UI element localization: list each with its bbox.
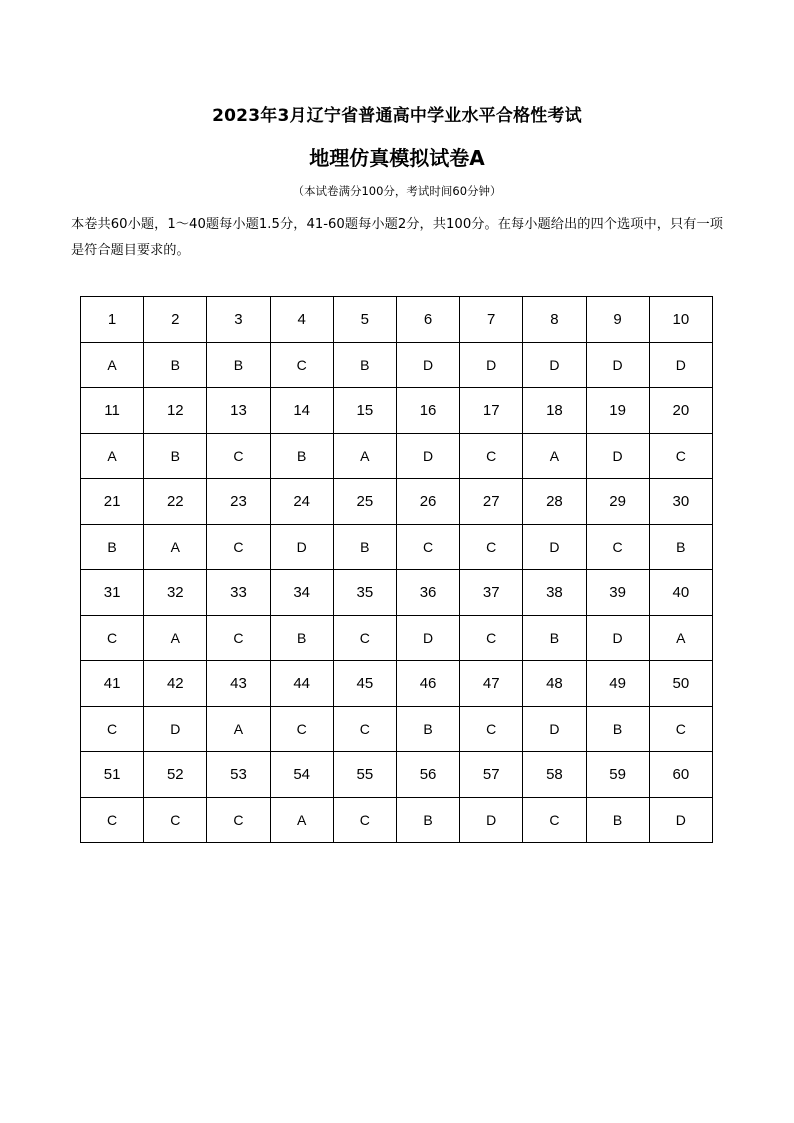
answer-cell: A — [523, 433, 586, 479]
question-number-cell: 14 — [270, 388, 333, 434]
answer-cell: A — [207, 706, 270, 752]
question-number-cell: 36 — [396, 570, 459, 616]
question-number-cell: 48 — [523, 661, 586, 707]
answer-cell: C — [649, 433, 712, 479]
question-number-cell: 24 — [270, 479, 333, 525]
question-number-row — [81, 752, 713, 798]
answer-cell: B — [333, 342, 396, 388]
answer-cell: C — [586, 524, 649, 570]
answer-row — [81, 615, 713, 661]
answer-cell: B — [586, 797, 649, 843]
question-number-cell: 30 — [649, 479, 712, 525]
answer-cell: B — [333, 524, 396, 570]
answer-cell: C — [649, 706, 712, 752]
question-number-cell: 2 — [144, 297, 207, 343]
answer-cell: D — [586, 342, 649, 388]
question-number-cell: 57 — [460, 752, 523, 798]
question-number-cell: 53 — [207, 752, 270, 798]
question-number-row — [81, 388, 713, 434]
answer-cell: D — [523, 706, 586, 752]
paper-subtitle: 地理仿真模拟试卷A — [309, 146, 485, 170]
question-number-cell: 55 — [333, 752, 396, 798]
answer-cell: A — [270, 797, 333, 843]
answer-cell: B — [270, 615, 333, 661]
answer-cell: C — [207, 524, 270, 570]
question-number-cell: 5 — [333, 297, 396, 343]
answer-cell: B — [649, 524, 712, 570]
question-number-cell: 49 — [586, 661, 649, 707]
question-number-cell: 47 — [460, 661, 523, 707]
answer-cell: C — [270, 706, 333, 752]
question-number-cell: 40 — [649, 570, 712, 616]
answer-cell: D — [396, 615, 459, 661]
question-number-cell: 60 — [649, 752, 712, 798]
question-number-cell: 16 — [396, 388, 459, 434]
question-number-cell: 1 — [81, 297, 144, 343]
question-number-cell: 4 — [270, 297, 333, 343]
question-number-cell: 21 — [81, 479, 144, 525]
answer-cell: A — [81, 342, 144, 388]
answer-table-body — [81, 297, 713, 843]
answer-cell: B — [270, 433, 333, 479]
answer-cell: D — [460, 797, 523, 843]
answer-cell: B — [396, 797, 459, 843]
question-number-cell: 50 — [649, 661, 712, 707]
answer-cell: A — [144, 615, 207, 661]
question-number-cell: 27 — [460, 479, 523, 525]
question-number-cell: 7 — [460, 297, 523, 343]
answer-cell: A — [333, 433, 396, 479]
question-number-cell: 11 — [81, 388, 144, 434]
answer-cell: D — [586, 433, 649, 479]
question-number-cell: 44 — [270, 661, 333, 707]
answer-cell: C — [460, 433, 523, 479]
answer-cell: C — [207, 797, 270, 843]
question-number-cell: 33 — [207, 570, 270, 616]
answer-cell: C — [460, 615, 523, 661]
answer-cell: C — [270, 342, 333, 388]
question-number-cell: 52 — [144, 752, 207, 798]
answer-cell: B — [81, 524, 144, 570]
question-number-cell: 18 — [523, 388, 586, 434]
question-number-cell: 3 — [207, 297, 270, 343]
answer-cell: D — [270, 524, 333, 570]
answer-row — [81, 342, 713, 388]
answer-cell: C — [333, 706, 396, 752]
answer-table — [80, 296, 713, 843]
answer-cell: D — [396, 433, 459, 479]
answer-row — [81, 524, 713, 570]
question-number-cell: 34 — [270, 570, 333, 616]
question-number-cell: 41 — [81, 661, 144, 707]
answer-cell: B — [144, 342, 207, 388]
question-number-row — [81, 661, 713, 707]
question-number-cell: 22 — [144, 479, 207, 525]
answer-cell: C — [523, 797, 586, 843]
question-number-cell: 17 — [460, 388, 523, 434]
question-number-cell: 46 — [396, 661, 459, 707]
answer-cell: B — [207, 342, 270, 388]
exam-title: 2023年3月辽宁省普通高中学业水平合格性考试 — [212, 106, 582, 126]
question-number-cell: 37 — [460, 570, 523, 616]
answer-row — [81, 706, 713, 752]
answer-cell: D — [144, 706, 207, 752]
question-number-cell: 15 — [333, 388, 396, 434]
answer-cell: D — [586, 615, 649, 661]
answer-cell: C — [396, 524, 459, 570]
question-number-cell: 13 — [207, 388, 270, 434]
question-number-cell: 59 — [586, 752, 649, 798]
answer-cell: C — [81, 615, 144, 661]
question-number-cell: 31 — [81, 570, 144, 616]
answer-cell: D — [460, 342, 523, 388]
answer-cell: D — [649, 797, 712, 843]
question-number-cell: 26 — [396, 479, 459, 525]
answer-cell: B — [586, 706, 649, 752]
question-number-cell: 51 — [81, 752, 144, 798]
question-number-cell: 35 — [333, 570, 396, 616]
answer-cell: C — [460, 706, 523, 752]
answer-cell: C — [81, 706, 144, 752]
question-number-cell: 8 — [523, 297, 586, 343]
question-number-row — [81, 570, 713, 616]
question-number-cell: 45 — [333, 661, 396, 707]
question-number-cell: 58 — [523, 752, 586, 798]
question-number-cell: 23 — [207, 479, 270, 525]
exam-note: （本试卷满分100分，考试时间60分钟） — [292, 184, 502, 198]
question-number-cell: 42 — [144, 661, 207, 707]
answer-cell: B — [144, 433, 207, 479]
answer-cell: C — [460, 524, 523, 570]
question-number-cell: 6 — [396, 297, 459, 343]
question-number-cell: 32 — [144, 570, 207, 616]
question-number-cell: 25 — [333, 479, 396, 525]
answer-cell: D — [396, 342, 459, 388]
answer-cell: C — [81, 797, 144, 843]
answer-cell: D — [523, 342, 586, 388]
answer-cell: B — [396, 706, 459, 752]
question-number-cell: 20 — [649, 388, 712, 434]
answer-row — [81, 433, 713, 479]
answer-cell: A — [144, 524, 207, 570]
question-number-row — [81, 479, 713, 525]
answer-cell: C — [333, 615, 396, 661]
question-number-cell: 56 — [396, 752, 459, 798]
question-number-cell: 12 — [144, 388, 207, 434]
instructions-text: 本卷共60小题，1～40题每小题1.5分，41-60题每小题2分，共100分。在每小题给出的四个选项中，只有一项是符合题目要求的。 — [71, 217, 723, 258]
question-number-cell: 43 — [207, 661, 270, 707]
answer-cell: B — [523, 615, 586, 661]
answer-cell: C — [207, 433, 270, 479]
answer-cell: A — [81, 433, 144, 479]
question-number-cell: 38 — [523, 570, 586, 616]
question-number-cell: 28 — [523, 479, 586, 525]
answer-cell: C — [333, 797, 396, 843]
answer-row — [81, 797, 713, 843]
answer-cell: C — [207, 615, 270, 661]
answer-cell: A — [649, 615, 712, 661]
question-number-cell: 10 — [649, 297, 712, 343]
question-number-cell: 54 — [270, 752, 333, 798]
answer-cell: C — [144, 797, 207, 843]
question-number-cell: 19 — [586, 388, 649, 434]
question-number-cell: 9 — [586, 297, 649, 343]
question-number-cell: 29 — [586, 479, 649, 525]
question-number-cell: 39 — [586, 570, 649, 616]
answer-cell: D — [523, 524, 586, 570]
answer-cell: D — [649, 342, 712, 388]
question-number-row — [81, 297, 713, 343]
